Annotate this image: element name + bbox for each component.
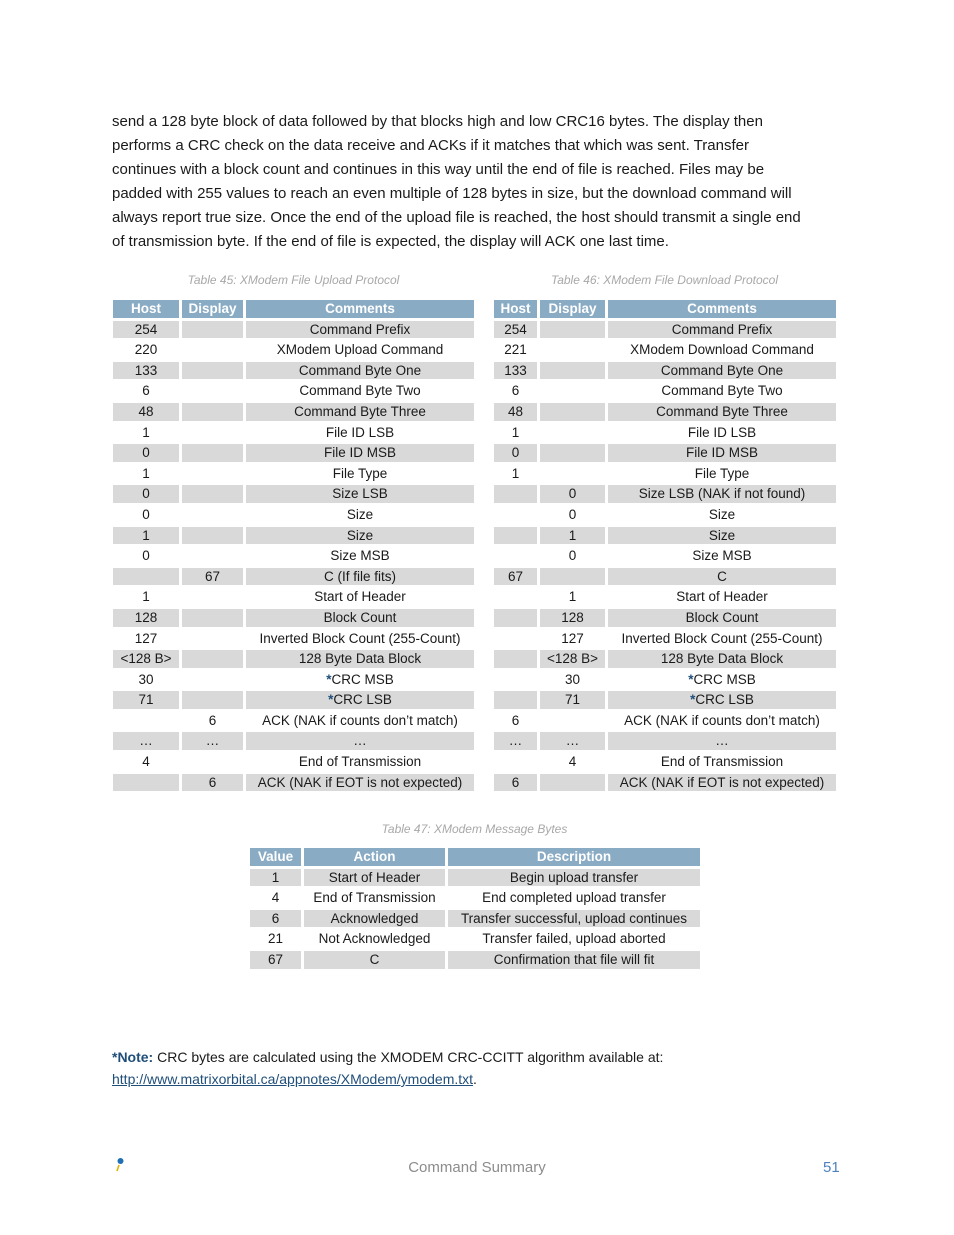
table-row	[113, 568, 474, 586]
table-cell: <128 B>	[113, 650, 179, 668]
table-cell	[494, 650, 537, 668]
intro-paragraph	[112, 110, 847, 254]
table-cell: File ID MSB	[608, 444, 836, 462]
table-cell: File ID LSB	[687, 424, 757, 440]
cell-text: CRC MSB	[693, 671, 756, 687]
table-cell: …	[182, 732, 243, 750]
table-cell: ACK (NAK if counts don’t match)	[624, 712, 820, 728]
table-cell: End of Transmission	[660, 754, 784, 770]
table-cell: File ID LSB	[325, 424, 395, 440]
table-cell: File Type	[694, 465, 750, 481]
table-cell	[182, 753, 243, 771]
table-cell	[113, 712, 179, 730]
table-cell: Command Prefix	[246, 321, 474, 339]
table-cell	[608, 691, 836, 709]
table-cell: Block Count	[608, 609, 836, 627]
table-row	[494, 732, 836, 750]
table-row	[494, 485, 836, 503]
intro-line: continues with a block count and continues in this way until the end of file is reached. Files may be	[112, 161, 765, 178]
table-cell	[246, 671, 474, 689]
table-cell: 1	[142, 589, 150, 605]
table-cell: Command Byte One	[608, 362, 836, 380]
table-cell: Size	[346, 506, 374, 522]
table-cell: Command Byte One	[246, 362, 474, 380]
table-cell: …	[494, 732, 537, 750]
table-cell	[113, 568, 179, 586]
table-row	[494, 588, 836, 606]
table-cell	[540, 403, 605, 421]
table-row	[113, 321, 474, 339]
cell-text: CRC LSB	[333, 692, 392, 708]
table-row	[250, 889, 700, 907]
table-cell	[494, 691, 537, 709]
column-header: Host	[494, 300, 537, 318]
table-cell	[182, 382, 243, 400]
download-table-caption: Table 46: XModem File Download Protocol	[550, 273, 778, 287]
intro-line: send a 128 byte block of data followed by that blocks high and low CRC16 bytes. The display then	[112, 113, 763, 130]
table-cell: 0	[494, 444, 537, 462]
table-cell: …	[246, 732, 474, 750]
table-cell: 221	[504, 342, 527, 358]
table-cell: End of Transmission	[298, 754, 422, 770]
column-header: Comments	[246, 300, 474, 318]
column-header: Comments	[608, 300, 836, 318]
table-cell	[246, 691, 474, 709]
table-cell	[540, 774, 605, 792]
table-cell: End of Transmission	[313, 890, 436, 906]
table-cell: XModem Upload Command	[276, 342, 444, 358]
table-row	[113, 671, 474, 689]
table-cell: 1	[250, 869, 301, 887]
table-row	[113, 691, 474, 709]
table-cell	[540, 362, 605, 380]
table-cell: 0	[142, 506, 150, 522]
table-header-row	[113, 300, 474, 318]
table-row	[494, 321, 836, 339]
table-cell	[182, 588, 243, 606]
table-cell	[494, 753, 537, 771]
table-cell: 128 Byte Data Block	[246, 650, 474, 668]
table-cell	[182, 424, 243, 442]
table-row	[250, 869, 700, 887]
table-cell: 30	[564, 671, 581, 687]
table-row	[494, 527, 836, 545]
asterisk-marker: *	[690, 692, 696, 708]
table-cell	[540, 465, 605, 483]
table-cell: 127	[561, 630, 584, 646]
table-cell	[540, 568, 605, 586]
table-cell	[494, 527, 537, 545]
column-header: Host	[113, 300, 179, 318]
footer-section-title: Command Summary	[408, 1159, 546, 1176]
table-row	[113, 506, 474, 524]
table-cell: Start of Header	[304, 869, 445, 887]
table-row	[494, 609, 836, 627]
table-cell: 6	[142, 383, 150, 399]
table-row	[250, 910, 700, 928]
table-cell: 0	[568, 548, 577, 564]
table-row	[250, 951, 700, 969]
table-row	[113, 424, 474, 442]
table-cell: 0	[113, 485, 179, 503]
table-row	[113, 444, 474, 462]
table-row	[113, 527, 474, 545]
table-cell: 4	[568, 754, 577, 770]
table-cell	[494, 506, 537, 524]
table-cell	[540, 712, 605, 730]
table-row	[113, 630, 474, 648]
table-cell: Transfer successful, upload continues	[448, 910, 700, 928]
table-cell: Command Byte Three	[608, 403, 836, 421]
table-cell: Command Prefix	[608, 321, 836, 339]
table-row	[113, 547, 474, 565]
table-cell: 71	[540, 691, 605, 709]
table-cell: Start of Header	[676, 589, 768, 605]
table-cell: 4	[142, 754, 150, 770]
table-cell	[494, 588, 537, 606]
table-row	[494, 630, 836, 648]
table-cell: File Type	[332, 465, 388, 481]
table-cell: 0	[142, 548, 150, 564]
table-cell: 254	[494, 321, 537, 339]
table-cell	[182, 630, 243, 648]
table-row	[113, 382, 474, 400]
table-row	[494, 753, 836, 771]
table-row	[494, 465, 836, 483]
table-cell: 6	[511, 712, 520, 728]
table-row	[494, 424, 836, 442]
table-cell	[540, 321, 605, 339]
table-cell: 128 Byte Data Block	[608, 650, 836, 668]
table-cell: 1	[142, 424, 150, 440]
table-cell	[182, 465, 243, 483]
table-cell	[182, 691, 243, 709]
table-cell: 254	[113, 321, 179, 339]
table-cell: Size LSB (NAK if not found)	[608, 485, 836, 503]
table-cell	[494, 630, 537, 648]
table-cell: 128	[113, 609, 179, 627]
intro-line: always report true size. Once the end of the upload file is reached, the host should transmit a single end	[112, 209, 801, 226]
asterisk-marker: *	[688, 671, 694, 687]
table-cell	[540, 444, 605, 462]
table-cell: Command Byte Three	[246, 403, 474, 421]
table-cell: 6	[250, 910, 301, 928]
table-cell: 1	[113, 527, 179, 545]
table-cell: 30	[138, 671, 154, 687]
table-cell: 1	[568, 589, 577, 605]
download-protocol-table	[491, 297, 839, 794]
asterisk-marker: *	[328, 692, 334, 708]
table-row	[113, 732, 474, 750]
table-cell: 128	[540, 609, 605, 627]
table-cell: 4	[271, 890, 280, 906]
table-cell: …	[608, 732, 836, 750]
table-row	[113, 362, 474, 380]
column-header: Display	[182, 300, 243, 318]
table-row	[113, 588, 474, 606]
table-row	[494, 568, 836, 586]
table-header-row	[494, 300, 836, 318]
table-cell	[182, 362, 243, 380]
table-row	[494, 403, 836, 421]
upload-table-caption: Table 45: XModem File Upload Protocol	[187, 273, 400, 287]
intro-line: padded with 255 values to reach an even multiple of 128 bytes in size, but the download command will	[112, 185, 792, 202]
table-cell: 6	[494, 774, 537, 792]
table-cell: Size	[246, 527, 474, 545]
table-cell: 67	[250, 951, 301, 969]
table-cell: Inverted Block Count (255-Count)	[259, 630, 461, 646]
message-table-caption: Table 47: XModem Message Bytes	[381, 822, 568, 836]
table-row	[113, 650, 474, 668]
table-cell	[182, 321, 243, 339]
table-cell	[540, 382, 605, 400]
table-cell: …	[113, 732, 179, 750]
table-cell: Size LSB	[246, 485, 474, 503]
table-cell: Command Byte Two	[299, 383, 421, 399]
table-cell: 67	[182, 568, 243, 586]
table-cell: 6	[182, 774, 243, 792]
column-header: Value	[250, 848, 301, 866]
table-row	[113, 753, 474, 771]
table-cell: 0	[568, 506, 577, 522]
table-cell: Start of Header	[314, 589, 406, 605]
table-cell	[182, 341, 243, 359]
table-cell: C (If file fits)	[246, 568, 474, 586]
table-cell: 1	[540, 527, 605, 545]
column-header: Action	[304, 848, 445, 866]
note-trailing: .	[473, 1071, 477, 1087]
table-cell	[182, 650, 243, 668]
asterisk-marker: *	[326, 671, 332, 687]
intro-line: of transmission byte. If the end of file is expected, the display will ACK one last time.	[112, 233, 669, 250]
table-row	[494, 671, 836, 689]
table-cell	[182, 444, 243, 462]
table-cell: ACK (NAK if EOT is not expected)	[608, 774, 836, 792]
message-bytes-table	[247, 845, 703, 972]
ymodem-link[interactable]: http://www.matrixorbital.ca/appnotes/XModem/ymodem.txt	[112, 1071, 474, 1087]
table-header-row	[250, 848, 700, 866]
table-row	[494, 382, 836, 400]
table-cell: File ID MSB	[246, 444, 474, 462]
table-cell: 6	[511, 383, 520, 399]
table-row	[494, 712, 836, 730]
upload-protocol-table	[110, 297, 477, 794]
page-number: 51	[823, 1159, 840, 1176]
table-cell	[182, 547, 243, 565]
note-text: CRC bytes are calculated using the XMODEM CRC-CCITT algorithm available at:	[153, 1049, 664, 1065]
table-row	[113, 774, 474, 792]
column-header: Description	[448, 848, 700, 866]
cell-text: CRC MSB	[331, 671, 394, 687]
table-cell: ACK (NAK if counts don’t match)	[262, 712, 458, 728]
crc-note	[112, 1046, 663, 1090]
table-cell: 48	[113, 403, 179, 421]
table-cell: Begin upload transfer	[448, 869, 700, 887]
table-row	[113, 712, 474, 730]
table-cell	[182, 506, 243, 524]
table-cell: …	[540, 732, 605, 750]
table-cell	[182, 403, 243, 421]
table-cell	[182, 527, 243, 545]
table-cell: 67	[494, 568, 537, 586]
table-cell: End completed upload transfer	[482, 890, 666, 906]
table-cell: Size MSB	[692, 548, 752, 564]
table-row	[494, 547, 836, 565]
table-cell	[540, 424, 605, 442]
table-row	[494, 774, 836, 792]
table-cell: 1	[511, 465, 520, 481]
table-cell: 71	[113, 691, 179, 709]
table-cell	[494, 485, 537, 503]
table-cell: C	[608, 568, 836, 586]
table-row	[113, 609, 474, 627]
table-cell: Command Byte Two	[661, 383, 783, 399]
table-cell: 1	[142, 465, 150, 481]
table-cell	[182, 485, 243, 503]
intro-line: performs a CRC check on the data receive and ACKs if it matches that which was sent. Transfer	[112, 137, 749, 154]
table-row	[494, 362, 836, 380]
table-cell: 21	[267, 931, 284, 947]
table-cell: Confirmation that file will fit	[448, 951, 700, 969]
table-cell: Not Acknowledged	[318, 931, 431, 947]
table-row	[113, 465, 474, 483]
table-cell: Transfer failed, upload aborted	[482, 931, 666, 947]
table-cell: Size	[708, 506, 736, 522]
table-cell	[540, 341, 605, 359]
table-cell: 1	[511, 424, 520, 440]
note-label: *Note:	[112, 1049, 154, 1065]
table-row	[494, 691, 836, 709]
table-cell	[494, 609, 537, 627]
table-row	[494, 650, 836, 668]
table-row	[494, 506, 836, 524]
cell-text: CRC LSB	[695, 692, 754, 708]
table-row	[494, 341, 836, 359]
table-cell: 133	[494, 362, 537, 380]
table-cell: Acknowledged	[304, 910, 445, 928]
table-cell: XModem Download Command	[630, 342, 814, 358]
table-cell: 127	[134, 630, 158, 646]
table-cell	[494, 547, 537, 565]
table-cell: 6	[208, 712, 217, 728]
table-cell	[113, 774, 179, 792]
table-cell: 0	[113, 444, 179, 462]
table-cell: 133	[113, 362, 179, 380]
table-cell: Block Count	[246, 609, 474, 627]
table-cell: 48	[494, 403, 537, 421]
table-cell	[494, 671, 537, 689]
table-row	[113, 341, 474, 359]
table-cell: 220	[134, 342, 158, 358]
table-cell: 0	[540, 485, 605, 503]
table-row	[113, 485, 474, 503]
table-cell: ACK (NAK if EOT is not expected)	[246, 774, 474, 792]
table-cell: Inverted Block Count (255-Count)	[621, 630, 823, 646]
table-cell	[608, 671, 836, 689]
table-row	[250, 930, 700, 948]
table-row	[494, 444, 836, 462]
table-cell: <128 B>	[540, 650, 605, 668]
table-cell: Size	[608, 527, 836, 545]
table-cell	[182, 671, 243, 689]
table-cell	[182, 609, 243, 627]
table-cell: Size MSB	[330, 548, 390, 564]
table-row	[113, 403, 474, 421]
column-header: Display	[540, 300, 605, 318]
table-cell: C	[304, 951, 445, 969]
